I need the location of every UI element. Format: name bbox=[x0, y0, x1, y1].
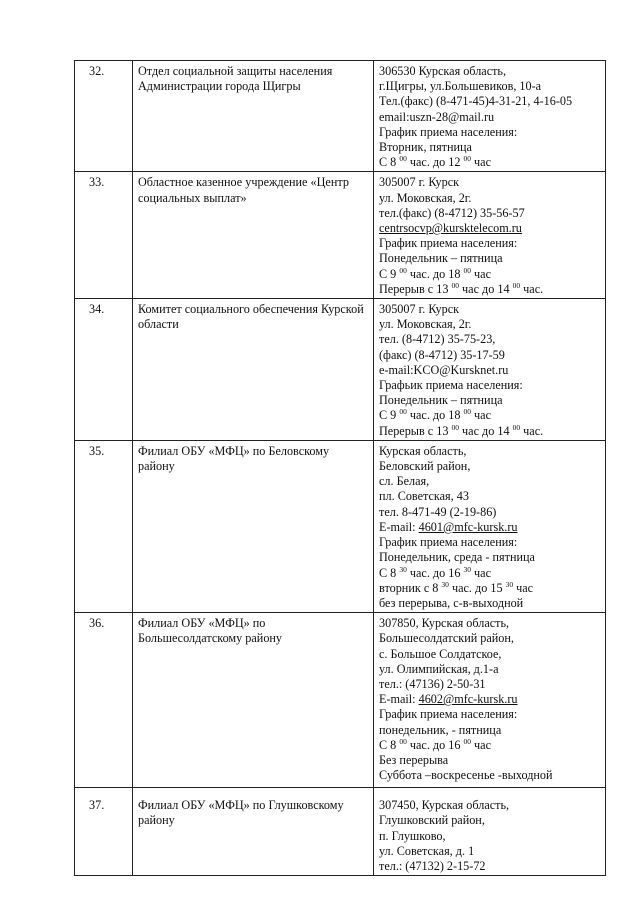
time-minutes: 00 bbox=[463, 407, 471, 417]
institution-name: Филиал ОБУ «МФЦ» по Беловскому району bbox=[133, 440, 374, 612]
text-fragment: час bbox=[471, 266, 491, 281]
contact-line: сл. Белая, bbox=[379, 474, 430, 489]
table-row bbox=[75, 299, 606, 441]
text-fragment: час bbox=[471, 565, 491, 580]
contact-info bbox=[374, 440, 606, 612]
contact-line: Суббота –воскресенье -выходной bbox=[379, 768, 553, 783]
contact-line bbox=[379, 282, 600, 297]
text-fragment: час. до 18 bbox=[406, 408, 464, 423]
contact-line bbox=[379, 581, 600, 596]
contact-line: Вторник, пятница bbox=[379, 140, 472, 155]
text-fragment: час. до 16 bbox=[406, 565, 464, 580]
row-number: 33. bbox=[75, 172, 133, 299]
text-fragment: E-mail: bbox=[379, 519, 419, 534]
institutions-table-body bbox=[75, 61, 606, 876]
institution-name: Областное казенное учреждение «Центр социальных выплат» bbox=[133, 172, 374, 299]
institution-name: Комитет социального обеспечения Курской области bbox=[133, 299, 374, 441]
contact-line: Глушковский район, bbox=[379, 813, 485, 828]
institution-name: Филиал ОБУ «МФЦ» по Большесолдатскому району bbox=[133, 613, 374, 788]
contact-line: тел.: (47132) 2-15-72 bbox=[379, 858, 486, 873]
contact-line: понедельник, - пятница bbox=[379, 722, 502, 737]
contact-line: ул. Моковская, 2г. bbox=[379, 317, 472, 332]
time-minutes: 00 bbox=[451, 280, 459, 290]
text-fragment: час bbox=[471, 408, 491, 423]
contact-line: тел. (8-4712) 35-75-23, bbox=[379, 332, 496, 347]
contact-line bbox=[379, 408, 600, 423]
email-link[interactable]: 4602@mfc-kursk.ru bbox=[418, 692, 518, 707]
contact-info bbox=[374, 613, 606, 788]
contact-line: Понедельник – пятница bbox=[379, 251, 503, 266]
email-link[interactable]: 4601@mfc-kursk.ru bbox=[418, 519, 518, 534]
contact-line: Большесолдатский район, bbox=[379, 631, 514, 646]
contact-line: 305007 г. Курск bbox=[379, 175, 460, 190]
time-minutes: 00 bbox=[512, 280, 521, 290]
contact-line: Без перерыва bbox=[379, 752, 449, 767]
text-fragment: час до 14 bbox=[459, 423, 513, 438]
text-fragment: час bbox=[471, 155, 491, 170]
email-link[interactable]: centrsocvp@kursktelecom.ru bbox=[379, 221, 522, 236]
contact-line bbox=[379, 155, 600, 170]
contact-line: График приема населения: bbox=[379, 124, 518, 139]
time-minutes: 30 bbox=[505, 579, 514, 589]
contact-line: без перерыва, с-в-выходной bbox=[379, 595, 524, 610]
time-minutes: 00 bbox=[451, 422, 459, 432]
row-number: 35. bbox=[75, 440, 133, 612]
contact-line: п. Глушково, bbox=[379, 828, 446, 843]
contact-info bbox=[374, 299, 606, 441]
time-minutes: 00 bbox=[399, 407, 407, 417]
contact-line: Понедельник – пятница bbox=[379, 393, 503, 408]
text-fragment: С 9 bbox=[379, 266, 400, 281]
text-fragment: час до 14 bbox=[459, 281, 513, 296]
contact-line: Беловский район, bbox=[379, 459, 471, 474]
text-fragment: час bbox=[513, 580, 534, 595]
time-minutes: 00 bbox=[463, 736, 471, 746]
text-fragment: С 9 bbox=[379, 408, 400, 423]
contact-line: График приема населения: bbox=[379, 707, 518, 722]
text-fragment: С 8 bbox=[379, 565, 400, 580]
table-row bbox=[75, 440, 606, 612]
contact-line: email:uszn-28@mail.ru bbox=[379, 109, 495, 124]
contact-line: e-mail:KCO@Kursknet.ru bbox=[379, 362, 509, 377]
contact-line: тел. 8-471-49 (2-19-86) bbox=[379, 504, 497, 519]
contact-line bbox=[379, 267, 600, 282]
text-fragment: час. до 12 bbox=[406, 155, 464, 170]
contact-line: Курская область, bbox=[379, 443, 467, 458]
contact-info bbox=[374, 788, 606, 876]
institutions-table bbox=[74, 60, 606, 876]
time-minutes: 00 bbox=[463, 265, 471, 275]
contact-line bbox=[379, 520, 600, 535]
row-number: 36. bbox=[75, 613, 133, 788]
contact-line: (факс) (8-4712) 35-17-59 bbox=[379, 347, 505, 362]
contact-line: Графьик приема населения: bbox=[379, 378, 523, 393]
time-minutes: 00 bbox=[512, 422, 521, 432]
contact-line: тел.: (47136) 2-50-31 bbox=[379, 676, 486, 691]
institution-name: Филиал ОБУ «МФЦ» по Глушковскому району bbox=[133, 788, 374, 876]
contact-line: 305007 г. Курск bbox=[379, 302, 460, 317]
contact-line: г.Щигры, ул.Большевиков, 10-а bbox=[379, 79, 542, 94]
text-fragment: Перерыв с 13 bbox=[379, 281, 452, 296]
contact-line: 307850, Курская область, bbox=[379, 616, 510, 631]
contact-info bbox=[374, 61, 606, 172]
contact-line: 306530 Курская область, bbox=[379, 64, 507, 78]
time-minutes: 00 bbox=[399, 154, 407, 164]
table-row bbox=[75, 172, 606, 299]
table-row bbox=[75, 788, 606, 876]
text-fragment: час. до 18 bbox=[406, 266, 464, 281]
contact-info bbox=[374, 172, 606, 299]
contact-line: с. Большое Солдатское, bbox=[379, 646, 502, 661]
text-fragment: E-mail: bbox=[379, 692, 419, 707]
row-number: 37. bbox=[75, 788, 133, 876]
time-minutes: 30 bbox=[399, 564, 407, 574]
text-fragment: С 8 bbox=[379, 737, 400, 752]
table-row bbox=[75, 61, 606, 172]
time-minutes: 00 bbox=[463, 154, 471, 164]
contact-line: Тел.(факс) (8-471-45)4-31-21, 4-16-05 bbox=[379, 94, 573, 109]
contact-line: 307450, Курская область, bbox=[379, 798, 510, 813]
text-fragment: час. до 15 bbox=[448, 580, 506, 595]
row-number: 34. bbox=[75, 299, 133, 441]
text-fragment: час. bbox=[520, 281, 544, 296]
time-minutes: 00 bbox=[399, 265, 407, 275]
text-fragment: вторник с 8 bbox=[379, 580, 442, 595]
contact-line: График приема населения: bbox=[379, 236, 518, 251]
contact-line: ул. Советская, д. 1 bbox=[379, 843, 475, 858]
contact-line bbox=[379, 738, 600, 753]
contact-line: тел.(факс) (8-4712) 35-56-57 bbox=[379, 205, 525, 220]
contact-line: ул. Моковская, 2г. bbox=[379, 190, 472, 205]
contact-line bbox=[379, 424, 600, 439]
text-fragment: час. bbox=[520, 423, 544, 438]
table-row bbox=[75, 613, 606, 788]
contact-line: График приема населения: bbox=[379, 535, 518, 550]
text-fragment: С 8 bbox=[379, 155, 400, 170]
contact-line bbox=[379, 692, 600, 707]
time-minutes: 00 bbox=[399, 736, 407, 746]
institution-name: Отдел социальной защиты населения Администрации города Щигры bbox=[133, 61, 374, 172]
text-fragment: час. до 16 bbox=[406, 737, 464, 752]
time-minutes: 30 bbox=[463, 564, 471, 574]
contact-line: Понедельник, среда - пятница bbox=[379, 550, 535, 565]
text-fragment: Перерыв с 13 bbox=[379, 423, 452, 438]
row-number: 32. bbox=[75, 61, 133, 172]
contact-line bbox=[379, 566, 600, 581]
text-fragment: час bbox=[471, 737, 491, 752]
time-minutes: 30 bbox=[441, 579, 449, 589]
contact-line: пл. Советская, 43 bbox=[379, 489, 469, 504]
contact-line: ул. Олимпийская, д.1-а bbox=[379, 661, 499, 676]
